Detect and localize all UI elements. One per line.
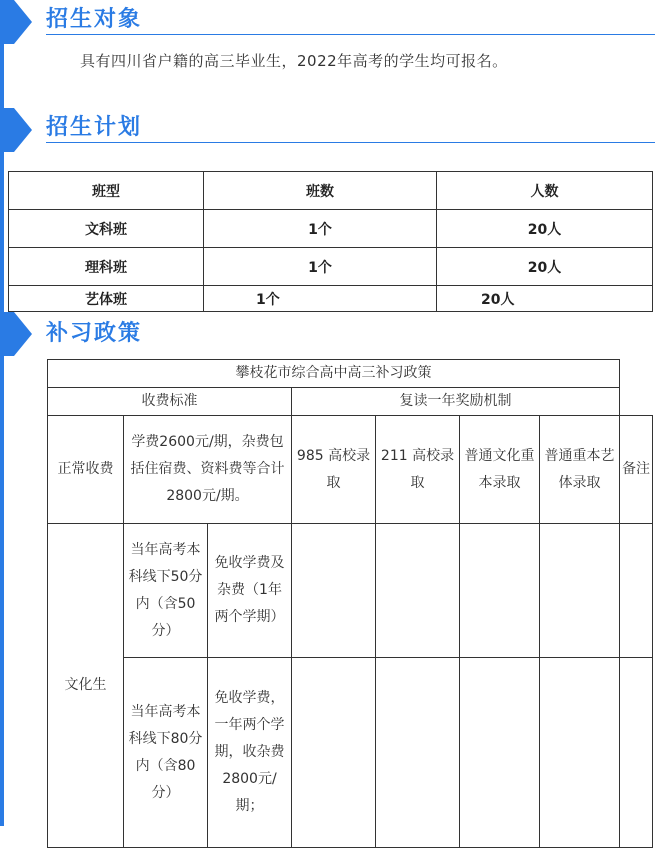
enrollment-plan-table (8, 171, 653, 312)
benefit-2: 免收学费，一年两个学期，收杂费2800元/期； (208, 658, 292, 848)
table-cell (540, 524, 620, 658)
table-cell (620, 658, 653, 848)
table-cell (460, 658, 540, 848)
col-985: 985 高校录取 (292, 416, 376, 524)
section-rule (46, 142, 655, 143)
table-cell: 1个 (204, 286, 437, 312)
table-caption: 攀枝花市综合高中高三补习政策 (48, 360, 620, 388)
condition-1: 当年高考本科线下50分内（含50分） (124, 524, 208, 658)
table-cell (376, 524, 460, 658)
table-cell: 1个 (204, 210, 437, 248)
table-cell (292, 524, 376, 658)
arrow-icon (0, 0, 36, 44)
col-wenhua: 普通文化重本录取 (460, 416, 540, 524)
table-row (48, 360, 653, 388)
table-cell: 理科班 (9, 248, 204, 286)
col-yiti: 普通重本艺体录取 (540, 416, 620, 524)
col-note: 备注 (620, 416, 653, 524)
fee-standard-header: 收费标准 (48, 388, 292, 416)
section-header-target (0, 0, 659, 44)
header-cell: 班型 (9, 172, 204, 210)
table-cell: 1个 (204, 248, 437, 286)
eligibility-text: 具有四川省户籍的高三毕业生，2022年高考的学生均可报名。 (80, 52, 508, 70)
table-row (48, 388, 653, 416)
tutoring-policy-table (47, 359, 653, 848)
table-row (48, 416, 653, 524)
table-cell (620, 524, 653, 658)
reward-header: 复读一年奖励机制 (292, 388, 620, 416)
condition-2: 当年高考本科线下80分内（含80分） (124, 658, 208, 848)
table-cell: 20人 (437, 286, 653, 312)
table-cell (540, 658, 620, 848)
table-cell (376, 658, 460, 848)
culture-label: 文化生 (48, 524, 124, 848)
section-title: 招生对象 (46, 7, 143, 32)
benefit-1: 免收学费及杂费（1年两个学期） (208, 524, 292, 658)
arrow-icon (0, 312, 36, 356)
section-rule (46, 34, 655, 35)
table-row (9, 248, 653, 286)
table-cell: 文科班 (9, 210, 204, 248)
table-row (48, 658, 653, 848)
table-row (9, 286, 653, 312)
normal-fee-text: 学费2600元/期，杂费包括住宿费、资料费等合计 2800元/期。 (124, 416, 292, 524)
table-cell (292, 658, 376, 848)
table-cell (460, 524, 540, 658)
table-cell: 艺体班 (9, 286, 204, 312)
table-header-row (9, 172, 653, 210)
section-title: 补习政策 (46, 321, 143, 346)
table-cell: 20人 (437, 248, 653, 286)
col-211: 211 高校录取 (376, 416, 460, 524)
table-cell: 20人 (437, 210, 653, 248)
header-cell: 班数 (204, 172, 437, 210)
table-row (48, 524, 653, 658)
table-row (9, 210, 653, 248)
header-cell: 人数 (437, 172, 653, 210)
section-title: 招生计划 (46, 115, 143, 140)
normal-fee-label: 正常收费 (48, 416, 124, 524)
arrow-icon (0, 108, 36, 152)
section-header-plan (0, 108, 659, 152)
section-header-policy (0, 312, 659, 356)
